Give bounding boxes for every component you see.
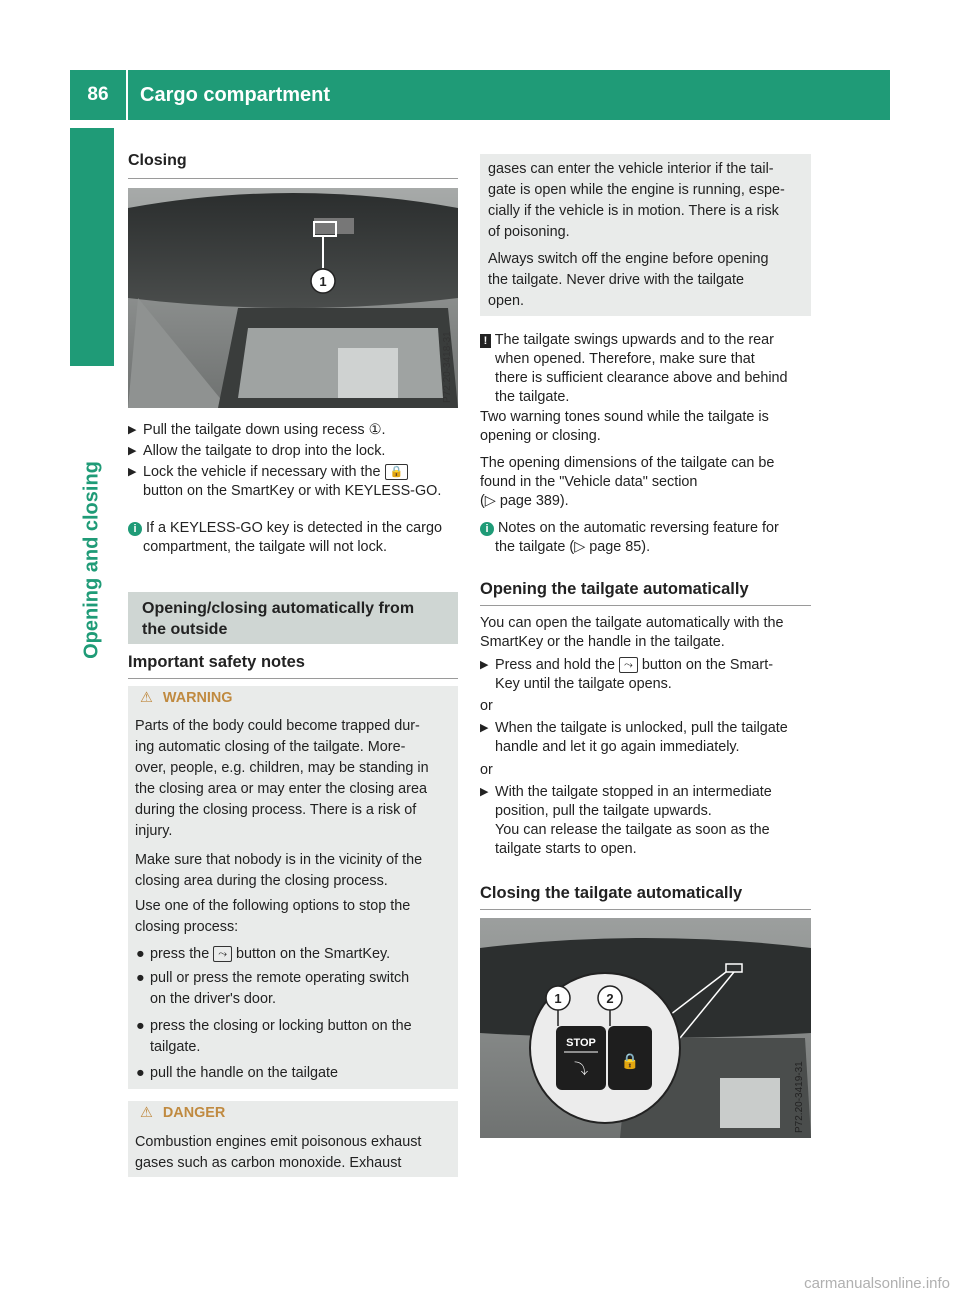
page-number: 86 [87, 84, 109, 105]
danger-text: Combustion engines emit poisonous exhaust gases such as carbon monoxide. Exhaust [135, 1134, 422, 1171]
or-separator: or [480, 762, 493, 778]
info-keyless: i If a KEYLESS-GO key is detected in the cargo compartment, the tailgate will not lock. [128, 519, 458, 557]
page-title: Cargo compartment [140, 83, 331, 106]
callout-1: 1 [554, 991, 562, 1006]
tailgate-key-icon: ⤳ [213, 946, 232, 962]
danger-box [128, 1101, 458, 1177]
danger-title: DANGER [162, 1105, 226, 1121]
info-icon: i [480, 522, 494, 536]
dimensions-text: The opening dimensions of the tailgate can be found in the "Vehicle data" section (▷ page 389). [480, 455, 775, 509]
bullet-remote-switch: ● pull or press the remote operating switch on the driver's door. [136, 970, 410, 1007]
watermark: carmanualsonline.info [804, 1275, 950, 1292]
tailgate-buttons-photo [480, 918, 811, 1138]
danger-cont-text: gases can enter the vehicle interior if the tail- gate is open while the engine is running, espe- cially if the vehicle is in motion. There is a risk of poisoning. [488, 161, 785, 240]
bullet-closing-button: ● press the closing or locking button on the tailgate. [136, 1018, 412, 1055]
open-intro: You can open the tailgate automatically with the SmartKey or the handle in the tailgate. [480, 615, 784, 650]
image-code: P72.20-3418-31 [442, 331, 453, 403]
callout-2: 2 [606, 991, 614, 1006]
image-code: P72.20-3419-31 [794, 1061, 805, 1133]
open-rule [480, 605, 811, 606]
tailgate-illustration [128, 188, 458, 408]
info-reversing: i Notes on the automatic reversing feature for the tailgate (▷ page 85). [480, 519, 811, 557]
heading-rule [128, 178, 458, 179]
close-heading: Closing the tailgate automatically [480, 884, 743, 902]
header-divider [126, 70, 128, 120]
danger-icon: ⚠ [140, 1105, 153, 1121]
open-step-press-hold: ▶ Press and hold the ⤳ button on the Smart- Key until the tailgate opens. [480, 657, 774, 692]
step-pull-down: ▶ Pull the tailgate down using recess ①. [128, 422, 386, 438]
lock-key-icon: 🔒 [385, 464, 409, 480]
section-banner [128, 592, 458, 644]
warning-title: WARNING [162, 690, 233, 706]
close-glyph: ⤵ [574, 1062, 588, 1078]
warning-box [128, 686, 458, 1089]
lock-glyph: 🔒 [620, 1052, 640, 1070]
or-separator: or [480, 698, 493, 714]
tailgate-key-icon: ⤳ [619, 657, 638, 673]
callout-1: 1 [319, 274, 327, 289]
tailgate-buttons-illustration [480, 918, 811, 1138]
section-title-line2: the outside [142, 621, 228, 638]
tones-text: Two warning tones sound while the tailgate is opening or closing. [480, 409, 769, 444]
safety-heading: Important safety notes [128, 653, 305, 671]
chapter-tab [70, 128, 114, 366]
open-heading: Opening the tailgate automatically [480, 580, 749, 598]
stop-label: STOP [566, 1037, 596, 1049]
safety-rule [128, 678, 458, 679]
info-icon: i [128, 522, 142, 536]
bullet-handle: ● pull the handle on the tailgate [136, 1065, 339, 1081]
danger-box-continued [480, 154, 811, 316]
notice-clearance: ! The tailgate swings upwards and to the rear when opened. Therefore, make sure that there is sufficient clearance above and behind the tailgate. [480, 331, 811, 407]
closing-heading: Closing [128, 152, 187, 169]
step-drop-lock: ▶ Allow the tailgate to drop into the lock. [128, 443, 386, 459]
section-title-line1: Opening/closing automatically from [142, 600, 415, 617]
step-lock-vehicle: ▶ Lock the vehicle if necessary with the 🔒 button on the SmartKey or with KEYLESS-GO. [128, 464, 442, 499]
open-step-intermediate: ▶ With the tailgate stopped in an intermediate position, pull the tailgate upwards. You can release the tailgate as soon as the tailgate starts to open. [480, 784, 772, 857]
warning-text-2: Make sure that nobody is in the vicinity of the closing area during the closing process. [135, 852, 423, 889]
warning-icon: ⚠ [140, 690, 153, 706]
warning-text: Parts of the body could become trapped dur- ing automatic closing of the tailgate. More- over, people, e.g. children, may be standing in the closing area or may enter the closing area during the closing process. There is a risk of injury. [135, 718, 429, 839]
tailgate-photo [128, 188, 458, 408]
chapter-label: Opening and closing [80, 461, 103, 659]
notice-icon: ! [480, 334, 491, 348]
bullet-press-button: ● press the ⤳ button on the SmartKey. [136, 946, 391, 962]
close-rule [480, 909, 811, 910]
danger-cont-text-2: Always switch off the engine before opening the tailgate. Never drive with the tailgate open. [488, 251, 769, 309]
open-step-unlocked: ▶ When the tailgate is unlocked, pull the tailgate handle and let it go again immediately. [480, 720, 788, 755]
warning-text-3: Use one of the following options to stop the closing process: [135, 898, 411, 935]
